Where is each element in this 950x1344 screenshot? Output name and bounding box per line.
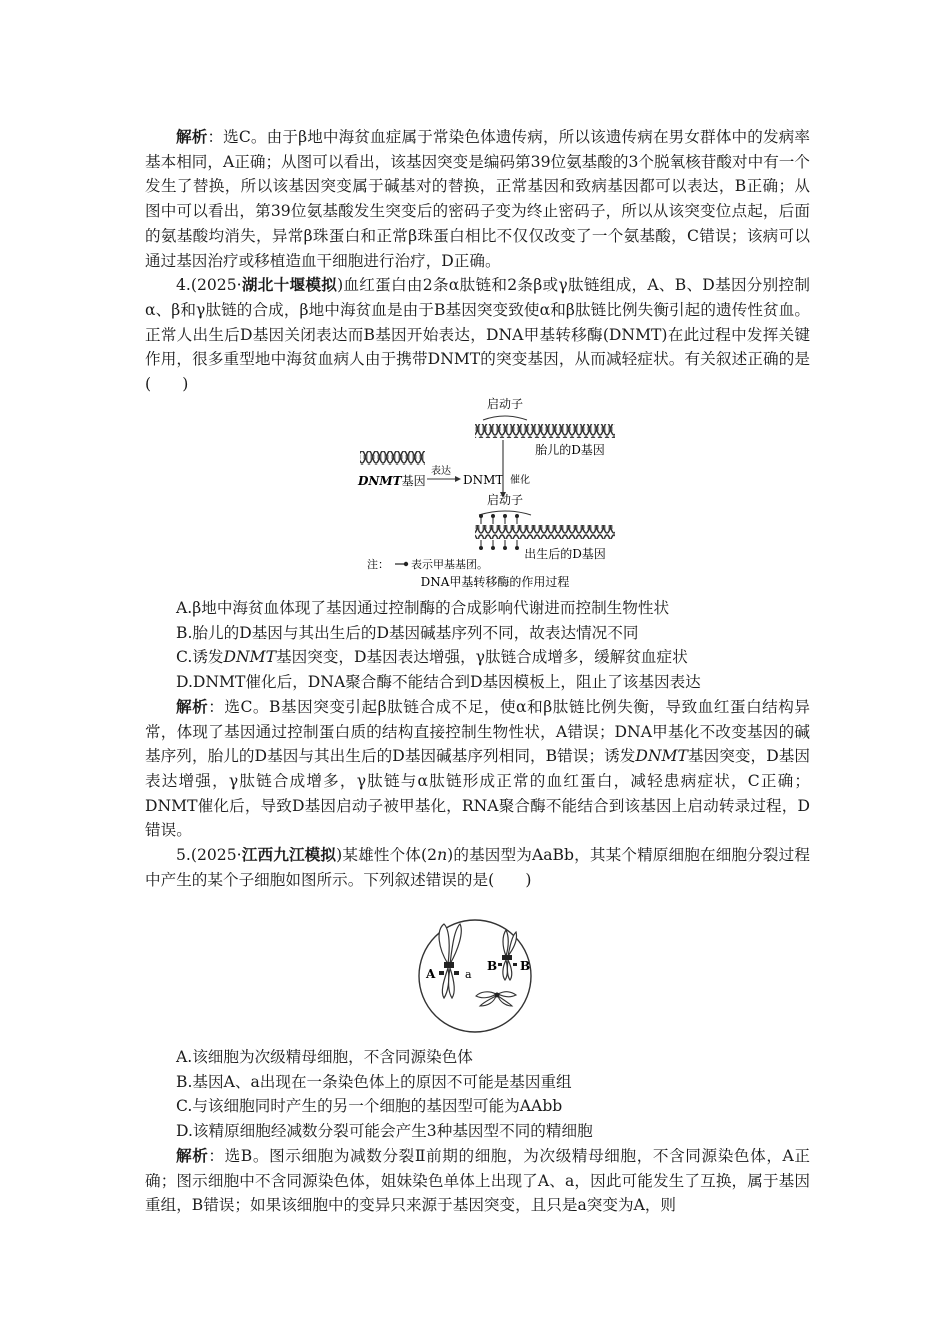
figure-cell bbox=[410, 918, 540, 1034]
analysis-label: 解析 bbox=[176, 696, 209, 716]
note-text: 表示甲基基团。 bbox=[411, 558, 488, 571]
analysis-text: ：选C。由于β地中海贫血症属于常染色体遗传病，所以该遗传病在男女群体中的发病率基本相同，A正确；从图可以看出，该基因突变是编码第39位氨基酸的3个脱氧核苷酸对中有一个发生了替换，所以该基因突变属于碱基对的替换，正常基因和致病基因都可以表达，B正确；从图中可以看出，第39位氨基酸发生突变后的密码子变为终止密码子，所以从该突变位点起，后面的氨基酸均消失，异常β珠蛋白和正常β珠蛋白相比不仅仅改变了一个氨基酸，C错误；该病可以通过基因治疗或移植造血干细胞进行治疗，D正确。 bbox=[145, 128, 810, 270]
analysis-q3 bbox=[145, 125, 810, 273]
figure-caption: DNA甲基转移酶的作用过程 bbox=[420, 575, 570, 589]
question-stem-1: )某雄性个体(2 bbox=[336, 846, 438, 865]
methyl-legend-dot bbox=[404, 562, 408, 566]
analysis-text: ：选B。图示细胞为减数分裂Ⅱ前期的细胞，为次级精母细胞，不含同源染色体，A正确；图示细胞中不含同源染色体，姐妹染色单体上出现了A、a，因此可能发生了互换，属于基因重组，B错误；如果该细胞中的变异只来源于基因突变，且只是a突变为A，则 bbox=[145, 1146, 810, 1215]
text-block-top bbox=[145, 125, 810, 397]
gene-label-B-right: B bbox=[520, 959, 531, 973]
option-b: B.基因A、a出现在一条染色体上的原因不可能是基因重组 bbox=[176, 1072, 572, 1091]
dnmt-enzyme-label: DNMT bbox=[463, 473, 504, 487]
option-c: C.与该细胞同时产生的另一个细胞的基因型可能为AAbb bbox=[176, 1097, 563, 1116]
option-c bbox=[145, 645, 810, 670]
chromosome-large bbox=[439, 924, 461, 998]
option-c-gene: DNMT bbox=[223, 648, 277, 667]
analysis-gene: DNMT bbox=[635, 747, 688, 766]
question-4 bbox=[145, 273, 810, 397]
text-block-bottom bbox=[145, 1045, 810, 1218]
gene-label-A: A bbox=[426, 967, 436, 981]
promoter-brace-top bbox=[483, 416, 527, 420]
option-d: D.DNMT催化后，DNA聚合酶不能结合到D基因模板上，阻止了该基因表达 bbox=[176, 673, 701, 692]
catalyze-label: 催化 bbox=[510, 475, 530, 486]
dnmt-gene-suffix: 基因 bbox=[401, 474, 426, 488]
figure-dnmt-svg bbox=[355, 394, 635, 592]
dnmt-dna-helix bbox=[360, 451, 425, 465]
postnatal-gene-label: 出生后的D基因 bbox=[524, 547, 606, 561]
promoter-label-bottom: 启动子 bbox=[486, 493, 524, 507]
analysis-text-1: ：选C。B基因突变引起β肽链合成不足，使α和β肽链比例失衡，导致血红蛋白结构异常，体现了基因通过控制蛋白质的结构直接控制生物性状，A错误；DNA甲基化不改变基因的碱基序列，胎儿的D基因与其出生后的D基因碱基序列相同，B错误；诱发 bbox=[145, 697, 810, 766]
figure-dnmt bbox=[355, 394, 635, 592]
option-c-post: 基因突变，D基因表达增强，γ肽链合成增多，缓解贫血症状 bbox=[276, 648, 688, 667]
question-number: 4.(2025· bbox=[176, 276, 242, 295]
option-b: B.胎儿的D基因与其出生后的D基因碱基序列不同，故表达情况不同 bbox=[176, 623, 639, 642]
question-stem-2: )的基因型为AaBb，其某个精原细胞在细胞分裂过程中产生的某个子细胞如图所示。下列叙述错误的是( ) bbox=[145, 846, 810, 889]
gene-label-a: a bbox=[465, 968, 472, 981]
gene-label-B-left: B bbox=[487, 959, 498, 973]
methyl-groups-bottom bbox=[479, 540, 519, 550]
analysis-label: 解析 bbox=[176, 1145, 209, 1165]
option-c-pre: C.诱发 bbox=[176, 648, 224, 667]
fetal-gene-label: 胎儿的D基因 bbox=[535, 443, 605, 457]
option-a: A.β地中海贫血体现了基因通过控制酶的合成影响代谢进而控制生物性状 bbox=[176, 599, 670, 617]
question-5 bbox=[145, 843, 810, 892]
analysis-q5 bbox=[145, 1144, 810, 1218]
question-stem: )血红蛋白由2条α肽链和2条β或γ肽链组成，A、B、D基因分别控制α、β和γ肽链的合成，β地中海贫血是由于B基因突变致使α和β肽链比例失衡引起的遗传性贫血。正常人出生后D基因关闭表达而B基因开始表达，DNA甲基转移酶(DNMT)在此过程中发挥关键作用，很多重型地中海贫血病人由于携带DNMT的突变基因，从而减轻症状。有关叙述正确的是( ) bbox=[145, 276, 810, 394]
option-a: A.该细胞为次级精母细胞，不含同源染色体 bbox=[176, 1048, 473, 1066]
dnmt-gene-label bbox=[357, 474, 426, 488]
promoter-label-top: 启动子 bbox=[486, 397, 524, 411]
note-prefix: 注： bbox=[367, 558, 389, 571]
analysis-text-2: 基因突变，D基因表达增强，γ肽链合成增多，γ肽链与α肽链形成正常的血红蛋白，减轻患病症状，C正确；DNMT催化后，导致D基因启动子被甲基化，RNA聚合酶不能结合到该基因上启动转录过程，D错误。 bbox=[145, 747, 810, 840]
fetal-dna-helix bbox=[475, 424, 615, 438]
figure-cell-svg bbox=[410, 918, 540, 1034]
express-label: 表达 bbox=[431, 466, 451, 477]
methyl-groups-top bbox=[479, 514, 519, 524]
question-n: n bbox=[437, 846, 448, 865]
option-d: D.该精原细胞经减数分裂可能会产生3种基因型不同的精细胞 bbox=[176, 1122, 593, 1141]
dnmt-gene-name: DNMT bbox=[358, 474, 402, 488]
text-block-middle bbox=[145, 596, 810, 892]
express-arrowhead bbox=[455, 476, 461, 482]
question-source: 湖北十堰模拟 bbox=[241, 275, 338, 295]
analysis-label: 解析 bbox=[176, 127, 208, 146]
question-source: 江西九江模拟 bbox=[241, 845, 337, 865]
question-number: 5.(2025· bbox=[176, 846, 242, 865]
postnatal-dna-helix bbox=[475, 525, 615, 539]
chromosome-lying bbox=[476, 992, 516, 1006]
analysis-q4 bbox=[145, 695, 810, 843]
chromosome-small bbox=[498, 930, 517, 980]
